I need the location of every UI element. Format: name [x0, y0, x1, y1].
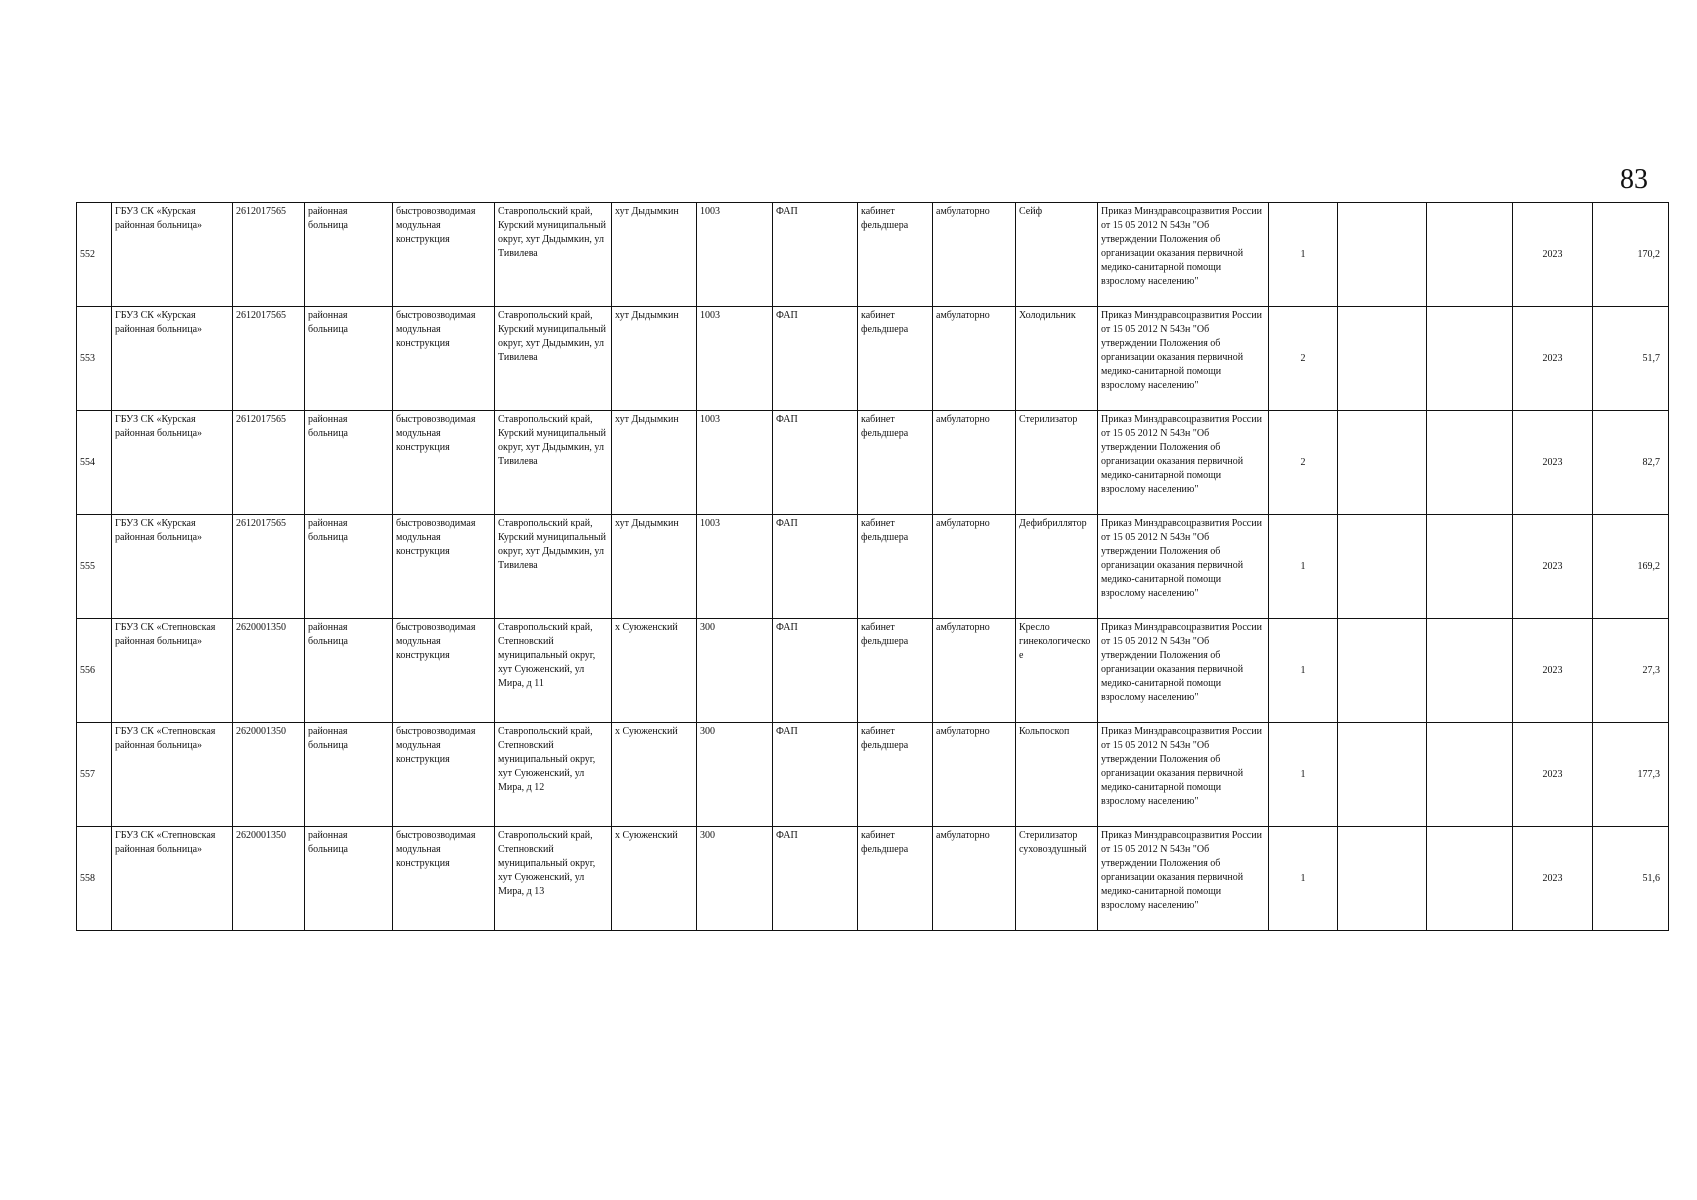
empty-cell	[1427, 619, 1513, 723]
equipment-table	[76, 202, 1669, 931]
row-number: 555	[77, 515, 112, 619]
standard-cell: Приказ Минздравсоцразвития России от 15 05 2012 N 543н "Об утверждении Положения об организации оказания первичной медико-санитарной помощи взрослому населению"	[1098, 411, 1269, 515]
empty-cell	[1338, 827, 1427, 931]
equipment-cell: Стерилизатор суховоздушный	[1016, 827, 1098, 931]
facility-type-cell: районная больница	[305, 411, 393, 515]
address-cell: Ставропольский край, Степновский муниципальный округ, хут Суюженский, ул Мира, д 13	[495, 827, 612, 931]
standard-cell: Приказ Минздравсоцразвития России от 15 05 2012 N 543н "Об утверждении Положения об организации оказания первичной медико-санитарной помощи взрослому населению"	[1098, 827, 1269, 931]
address-cell: Ставропольский край, Курский муниципальный округ, хут Дыдымкин, ул Тивилева	[495, 203, 612, 307]
structure-cell: быстровозводимая модульная конструкция	[393, 515, 495, 619]
mode-cell: амбулаторно	[933, 307, 1016, 411]
equipment-cell: Холодильник	[1016, 307, 1098, 411]
table-row	[77, 411, 1669, 515]
facility-type-cell: районная больница	[305, 203, 393, 307]
year-cell: 2023	[1513, 723, 1593, 827]
table-row	[77, 515, 1669, 619]
address-cell: Ставропольский край, Курский муниципальный округ, хут Дыдымкин, ул Тивилева	[495, 411, 612, 515]
row-number: 556	[77, 619, 112, 723]
inn-cell: 2612017565	[233, 203, 305, 307]
room-cell: кабинет фельдшера	[858, 411, 933, 515]
address-cell: Ставропольский край, Степновский муниципальный округ, хут Суюженский, ул Мира, д 11	[495, 619, 612, 723]
mode-cell: амбулаторно	[933, 723, 1016, 827]
structure-cell: быстровозводимая модульная конструкция	[393, 411, 495, 515]
unit-cell: ФАП	[773, 827, 858, 931]
amount-cell: 169,2	[1593, 515, 1669, 619]
amount-cell: 82,7	[1593, 411, 1669, 515]
empty-cell	[1338, 203, 1427, 307]
structure-cell: быстровозводимая модульная конструкция	[393, 723, 495, 827]
room-cell: кабинет фельдшера	[858, 203, 933, 307]
empty-cell	[1427, 515, 1513, 619]
population-cell: 1003	[697, 515, 773, 619]
table-row	[77, 203, 1669, 307]
room-cell: кабинет фельдшера	[858, 307, 933, 411]
year-cell: 2023	[1513, 203, 1593, 307]
facility-type-cell: районная больница	[305, 827, 393, 931]
population-cell: 300	[697, 827, 773, 931]
population-cell: 300	[697, 723, 773, 827]
empty-cell	[1338, 619, 1427, 723]
amount-cell: 51,7	[1593, 307, 1669, 411]
year-cell: 2023	[1513, 515, 1593, 619]
empty-cell	[1338, 411, 1427, 515]
empty-cell	[1338, 515, 1427, 619]
inn-cell: 2612017565	[233, 411, 305, 515]
mode-cell: амбулаторно	[933, 411, 1016, 515]
unit-cell: ФАП	[773, 515, 858, 619]
inn-cell: 2620001350	[233, 619, 305, 723]
equipment-cell: Сейф	[1016, 203, 1098, 307]
room-cell: кабинет фельдшера	[858, 515, 933, 619]
inn-cell: 2612017565	[233, 307, 305, 411]
amount-cell: 51,6	[1593, 827, 1669, 931]
structure-cell: быстровозводимая модульная конструкция	[393, 307, 495, 411]
room-cell: кабинет фельдшера	[858, 619, 933, 723]
equipment-cell: Кольпоскоп	[1016, 723, 1098, 827]
quantity-cell: 2	[1269, 411, 1338, 515]
locality-cell: хут Дыдымкин	[612, 307, 697, 411]
year-cell: 2023	[1513, 307, 1593, 411]
mode-cell: амбулаторно	[933, 203, 1016, 307]
locality-cell: х Суюженский	[612, 827, 697, 931]
inn-cell: 2620001350	[233, 827, 305, 931]
year-cell: 2023	[1513, 619, 1593, 723]
locality-cell: хут Дыдымкин	[612, 203, 697, 307]
year-cell: 2023	[1513, 411, 1593, 515]
unit-cell: ФАП	[773, 203, 858, 307]
locality-cell: хут Дыдымкин	[612, 515, 697, 619]
facility-type-cell: районная больница	[305, 619, 393, 723]
standard-cell: Приказ Минздравсоцразвития России от 15 05 2012 N 543н "Об утверждении Положения об организации оказания первичной медико-санитарной помощи взрослому населению"	[1098, 723, 1269, 827]
standard-cell: Приказ Минздравсоцразвития России от 15 05 2012 N 543н "Об утверждении Положения об организации оказания первичной медико-санитарной помощи взрослому населению"	[1098, 203, 1269, 307]
unit-cell: ФАП	[773, 723, 858, 827]
empty-cell	[1427, 827, 1513, 931]
unit-cell: ФАП	[773, 411, 858, 515]
organization-cell: ГБУЗ СК «Курская районная больница»	[112, 515, 233, 619]
empty-cell	[1338, 723, 1427, 827]
mode-cell: амбулаторно	[933, 515, 1016, 619]
organization-cell: ГБУЗ СК «Курская районная больница»	[112, 307, 233, 411]
standard-cell: Приказ Минздравсоцразвития России от 15 05 2012 N 543н "Об утверждении Положения об организации оказания первичной медико-санитарной помощи взрослому населению"	[1098, 307, 1269, 411]
equipment-cell: Стерилизатор	[1016, 411, 1098, 515]
structure-cell: быстровозводимая модульная конструкция	[393, 827, 495, 931]
empty-cell	[1338, 307, 1427, 411]
page-number: 83	[1620, 164, 1648, 195]
row-number: 553	[77, 307, 112, 411]
unit-cell: ФАП	[773, 619, 858, 723]
mode-cell: амбулаторно	[933, 827, 1016, 931]
structure-cell: быстровозводимая модульная конструкция	[393, 203, 495, 307]
organization-cell: ГБУЗ СК «Степновская районная больница»	[112, 827, 233, 931]
unit-cell: ФАП	[773, 307, 858, 411]
facility-type-cell: районная больница	[305, 307, 393, 411]
organization-cell: ГБУЗ СК «Степновская районная больница»	[112, 723, 233, 827]
facility-type-cell: районная больница	[305, 515, 393, 619]
amount-cell: 170,2	[1593, 203, 1669, 307]
standard-cell: Приказ Минздравсоцразвития России от 15 05 2012 N 543н "Об утверждении Положения об организации оказания первичной медико-санитарной помощи взрослому населению"	[1098, 619, 1269, 723]
quantity-cell: 1	[1269, 723, 1338, 827]
room-cell: кабинет фельдшера	[858, 827, 933, 931]
inn-cell: 2612017565	[233, 515, 305, 619]
facility-type-cell: районная больница	[305, 723, 393, 827]
quantity-cell: 1	[1269, 619, 1338, 723]
organization-cell: ГБУЗ СК «Курская районная больница»	[112, 411, 233, 515]
table-row	[77, 723, 1669, 827]
table-row	[77, 619, 1669, 723]
row-number: 552	[77, 203, 112, 307]
population-cell: 1003	[697, 203, 773, 307]
organization-cell: ГБУЗ СК «Курская районная больница»	[112, 203, 233, 307]
population-cell: 1003	[697, 411, 773, 515]
inn-cell: 2620001350	[233, 723, 305, 827]
address-cell: Ставропольский край, Курский муниципальный округ, хут Дыдымкин, ул Тивилева	[495, 307, 612, 411]
amount-cell: 177,3	[1593, 723, 1669, 827]
empty-cell	[1427, 307, 1513, 411]
population-cell: 1003	[697, 307, 773, 411]
organization-cell: ГБУЗ СК «Степновская районная больница»	[112, 619, 233, 723]
mode-cell: амбулаторно	[933, 619, 1016, 723]
table-row	[77, 307, 1669, 411]
row-number: 557	[77, 723, 112, 827]
row-number: 554	[77, 411, 112, 515]
structure-cell: быстровозводимая модульная конструкция	[393, 619, 495, 723]
equipment-cell: Кресло гинекологическое	[1016, 619, 1098, 723]
quantity-cell: 1	[1269, 827, 1338, 931]
population-cell: 300	[697, 619, 773, 723]
row-number: 558	[77, 827, 112, 931]
table-row	[77, 827, 1669, 931]
address-cell: Ставропольский край, Курский муниципальный округ, хут Дыдымкин, ул Тивилева	[495, 515, 612, 619]
standard-cell: Приказ Минздравсоцразвития России от 15 05 2012 N 543н "Об утверждении Положения об организации оказания первичной медико-санитарной помощи взрослому населению"	[1098, 515, 1269, 619]
locality-cell: х Суюженский	[612, 619, 697, 723]
empty-cell	[1427, 723, 1513, 827]
locality-cell: хут Дыдымкин	[612, 411, 697, 515]
quantity-cell: 2	[1269, 307, 1338, 411]
empty-cell	[1427, 203, 1513, 307]
equipment-cell: Дефибриллятор	[1016, 515, 1098, 619]
quantity-cell: 1	[1269, 515, 1338, 619]
quantity-cell: 1	[1269, 203, 1338, 307]
room-cell: кабинет фельдшера	[858, 723, 933, 827]
locality-cell: х Суюженский	[612, 723, 697, 827]
year-cell: 2023	[1513, 827, 1593, 931]
address-cell: Ставропольский край, Степновский муниципальный округ, хут Суюженский, ул Мира, д 12	[495, 723, 612, 827]
empty-cell	[1427, 411, 1513, 515]
amount-cell: 27,3	[1593, 619, 1669, 723]
